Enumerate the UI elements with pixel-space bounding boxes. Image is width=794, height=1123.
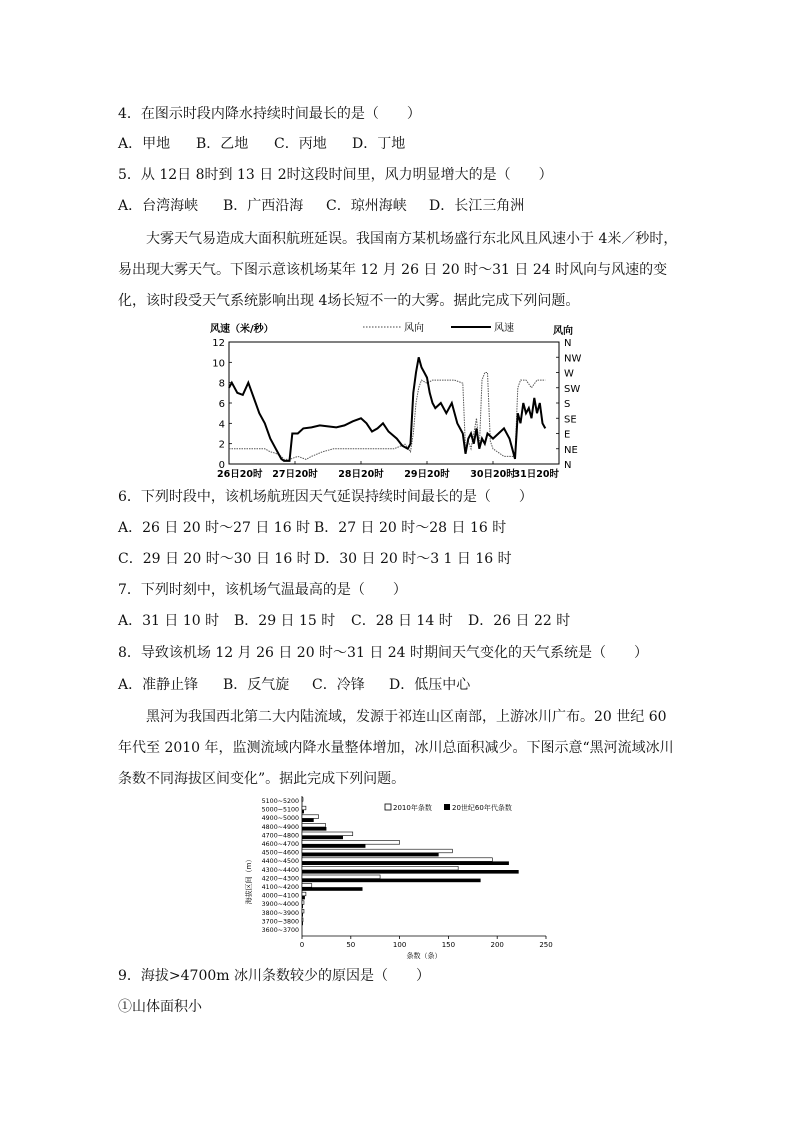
elevation-band-label: 3800~3900 <box>261 909 299 917</box>
bar-1960s <box>302 836 343 840</box>
elevation-band-label: 4700~4800 <box>261 832 299 840</box>
q8-option-d: D．低压中心 <box>389 677 471 693</box>
q5-stem: 5．从 12日 8时到 13 日 2时这段时间里，风力明显增大的是（ ） <box>118 167 553 183</box>
speed-tick-label: 12 <box>212 338 225 349</box>
elevation-band-label: 4900~5000 <box>261 815 299 823</box>
q6-option-a: A．26 日 20 时～27 日 16 时 <box>118 520 311 536</box>
legend-direction-label: 风向 <box>404 323 424 334</box>
direction-tick-label: SW <box>564 383 581 395</box>
elevation-band-label: 4600~4700 <box>261 841 299 848</box>
glacier-x-axis-label: 条数（条） <box>406 952 442 960</box>
speed-tick-label: 6 <box>218 399 225 410</box>
bar-2010 <box>302 849 452 853</box>
time-tick-label: 27日20时 <box>272 469 318 480</box>
count-tick-label: 0 <box>299 941 305 949</box>
direction-tick-label: NW <box>564 353 582 365</box>
time-tick-label: 26日20时 <box>217 469 263 480</box>
wind-speed-line <box>229 357 545 461</box>
elevation-band-label: 3900~4000 <box>261 901 299 909</box>
bar-2010 <box>302 858 492 862</box>
q5-option-d: D．长江三角洲 <box>429 198 525 214</box>
elevation-band-label: 5000~5100 <box>261 806 299 814</box>
q8-option-a: A．准静止锋 <box>118 677 199 693</box>
bar-1960s <box>302 904 303 908</box>
bar-1960s <box>302 870 519 874</box>
elevation-band-label: 4000~4100 <box>261 892 299 900</box>
q7-stem: 7．下列时刻中，该机场气温最高的是（ ） <box>118 582 407 598</box>
bar-2010 <box>302 892 306 896</box>
bar-1960s <box>302 844 365 848</box>
q8-options <box>118 675 470 695</box>
q7-option-c: C．28 日 14 时 <box>351 613 453 629</box>
bar-2010 <box>302 823 325 827</box>
time-tick-label: 28日20时 <box>338 469 384 480</box>
bar-2010 <box>302 909 304 913</box>
q6-options-row1 <box>118 518 506 538</box>
wind-speed-axis-label: 风速（米/秒） <box>210 324 274 335</box>
glacier-legend <box>385 803 512 812</box>
legend-speed-label: 风速 <box>494 323 514 334</box>
q5-option-c: C．琼州海峡 <box>326 198 407 214</box>
q6-options-row2 <box>118 549 512 569</box>
bar-2010 <box>302 866 458 870</box>
time-tick-label: 29日20时 <box>404 469 450 480</box>
wind-legend <box>363 321 514 334</box>
q7-option-b: B．29 日 15 时 <box>234 613 336 629</box>
q7-options <box>118 611 570 631</box>
glacier-chart <box>240 790 560 962</box>
bar-2010 <box>302 806 306 810</box>
count-tick-label: 200 <box>490 941 504 949</box>
q9-item-1: ①山体面积小 <box>118 999 202 1015</box>
q4-option-d: D．丁地 <box>352 136 406 152</box>
legend-2010-label: 2010年条数 <box>393 804 432 812</box>
direction-tick-label: E <box>564 429 571 441</box>
wind-direction-axis-label: 风向 <box>553 326 573 337</box>
q5-options <box>118 196 524 216</box>
elevation-band-label: 4800~4900 <box>261 823 299 831</box>
bar-2010 <box>302 815 319 819</box>
speed-tick-label: 0 <box>218 460 225 471</box>
direction-tick-label: SE <box>564 414 577 426</box>
q6-option-d: D．30 日 20 时～3 1 日 16 时 <box>314 551 512 567</box>
speed-tick-label: 2 <box>218 439 225 451</box>
q8-option-c: C．冷锋 <box>312 677 365 693</box>
bar-1960s <box>302 818 314 822</box>
q8-option-b: B．反气旋 <box>223 677 290 693</box>
bar-1960s <box>302 861 509 865</box>
bar-2010 <box>302 901 304 905</box>
bar-2010 <box>302 884 312 888</box>
q4-option-b: B．乙地 <box>196 136 249 152</box>
elevation-band-label: 4300~4400 <box>261 866 299 874</box>
elevation-band-label: 3600~3700 <box>261 927 299 934</box>
direction-tick-label: S <box>564 399 571 410</box>
time-tick-label: 31日20时 <box>513 469 559 480</box>
bar-2010 <box>302 798 303 802</box>
q6-option-b: B．27 日 20 时～28 日 16 时 <box>314 520 507 536</box>
glacier-y-axis-label: 海拔区间（m） <box>245 855 253 905</box>
bar-2010 <box>302 841 400 845</box>
direction-tick-label: NE <box>564 444 578 456</box>
speed-tick-label: 10 <box>212 358 225 370</box>
wind-direction-line <box>229 373 545 460</box>
bar-2010 <box>302 875 380 879</box>
q5-option-a: A．台湾海峡 <box>118 198 199 214</box>
q5-option-b: B．广西沿海 <box>223 198 304 214</box>
elevation-band-label: 4200~4300 <box>261 875 299 883</box>
bar-1960s <box>302 922 303 926</box>
bar-1960s <box>302 810 304 814</box>
bar-2010 <box>302 832 353 836</box>
q9-stem: 9．海拔>4700m 冰川条数较少的原因是（ ） <box>118 968 430 984</box>
q7-option-a: A．31 日 10 时 <box>118 613 220 629</box>
bar-1960s <box>302 913 303 917</box>
q4-options <box>118 134 405 154</box>
count-tick-label: 150 <box>441 941 456 949</box>
bar-1960s <box>302 887 363 891</box>
q8-stem: 8．导致该机场 12 月 26 日 20 时～31 日 24 时期间天气变化的天气系统是（ ） <box>118 645 649 661</box>
q6-option-c: C．29 日 20 时～30 日 16 时 <box>118 551 311 567</box>
speed-tick-label: 8 <box>218 378 225 390</box>
bar-2010 <box>302 918 303 922</box>
legend-1960s-label: 20世纪60年代条数 <box>452 804 512 812</box>
passage-glacier: 黑河为我国西北第二大内陆流域，发源于祁连山区南部，上游冰川广布。20 世纪 60 年代至 2010 年，监测流域内降水量整体增加，冰川总面积减少。下图示意“黑河流域冰川条数不同海拔区间变化”。据此完成下列问题。 <box>118 709 674 787</box>
direction-tick-label: W <box>564 368 574 380</box>
bar-1960s <box>302 896 305 900</box>
elevation-band-label: 3700~3800 <box>261 918 299 926</box>
bar-1960s <box>302 827 326 831</box>
speed-tick-label: 4 <box>218 419 225 431</box>
direction-tick-label: N <box>564 460 572 471</box>
q4-option-a: A．甲地 <box>118 136 171 152</box>
count-tick-label: 50 <box>346 941 356 949</box>
elevation-band-label: 4100~4200 <box>261 884 299 891</box>
wind-chart <box>205 318 595 484</box>
q6-stem: 6．下列时段中，该机场航班因天气延误持续时间最长的是（ ） <box>118 489 533 505</box>
time-tick-label: 30日20时 <box>470 469 516 480</box>
q7-option-d: D．26 日 22 时 <box>468 613 571 629</box>
count-tick-label: 250 <box>539 941 553 949</box>
elevation-band-label: 5100~5200 <box>261 798 299 805</box>
q4-stem: 4．在图示时段内降水持续时间最长的是（ ） <box>118 106 421 122</box>
count-tick-label: 100 <box>392 941 407 949</box>
direction-tick-label: N <box>564 338 572 349</box>
passage-fog: 大雾天气易造成大面积航班延误。我国南方某机场盛行东北风且风速小于 4米／秒时，易出现大雾天气。下图示意该机场某年 12 月 26 日 20 时～31 日 24 时风向与风速的变化，该时段受天气系统影响出现 4场长短不一的大雾。据此完成下列问题。 <box>118 231 678 309</box>
bar-1960s <box>302 853 439 857</box>
elevation-band-label: 4500~4600 <box>261 849 299 857</box>
bar-1960s <box>302 879 481 883</box>
elevation-band-label: 4400~4500 <box>261 858 299 866</box>
q4-option-c: C．丙地 <box>274 136 327 152</box>
